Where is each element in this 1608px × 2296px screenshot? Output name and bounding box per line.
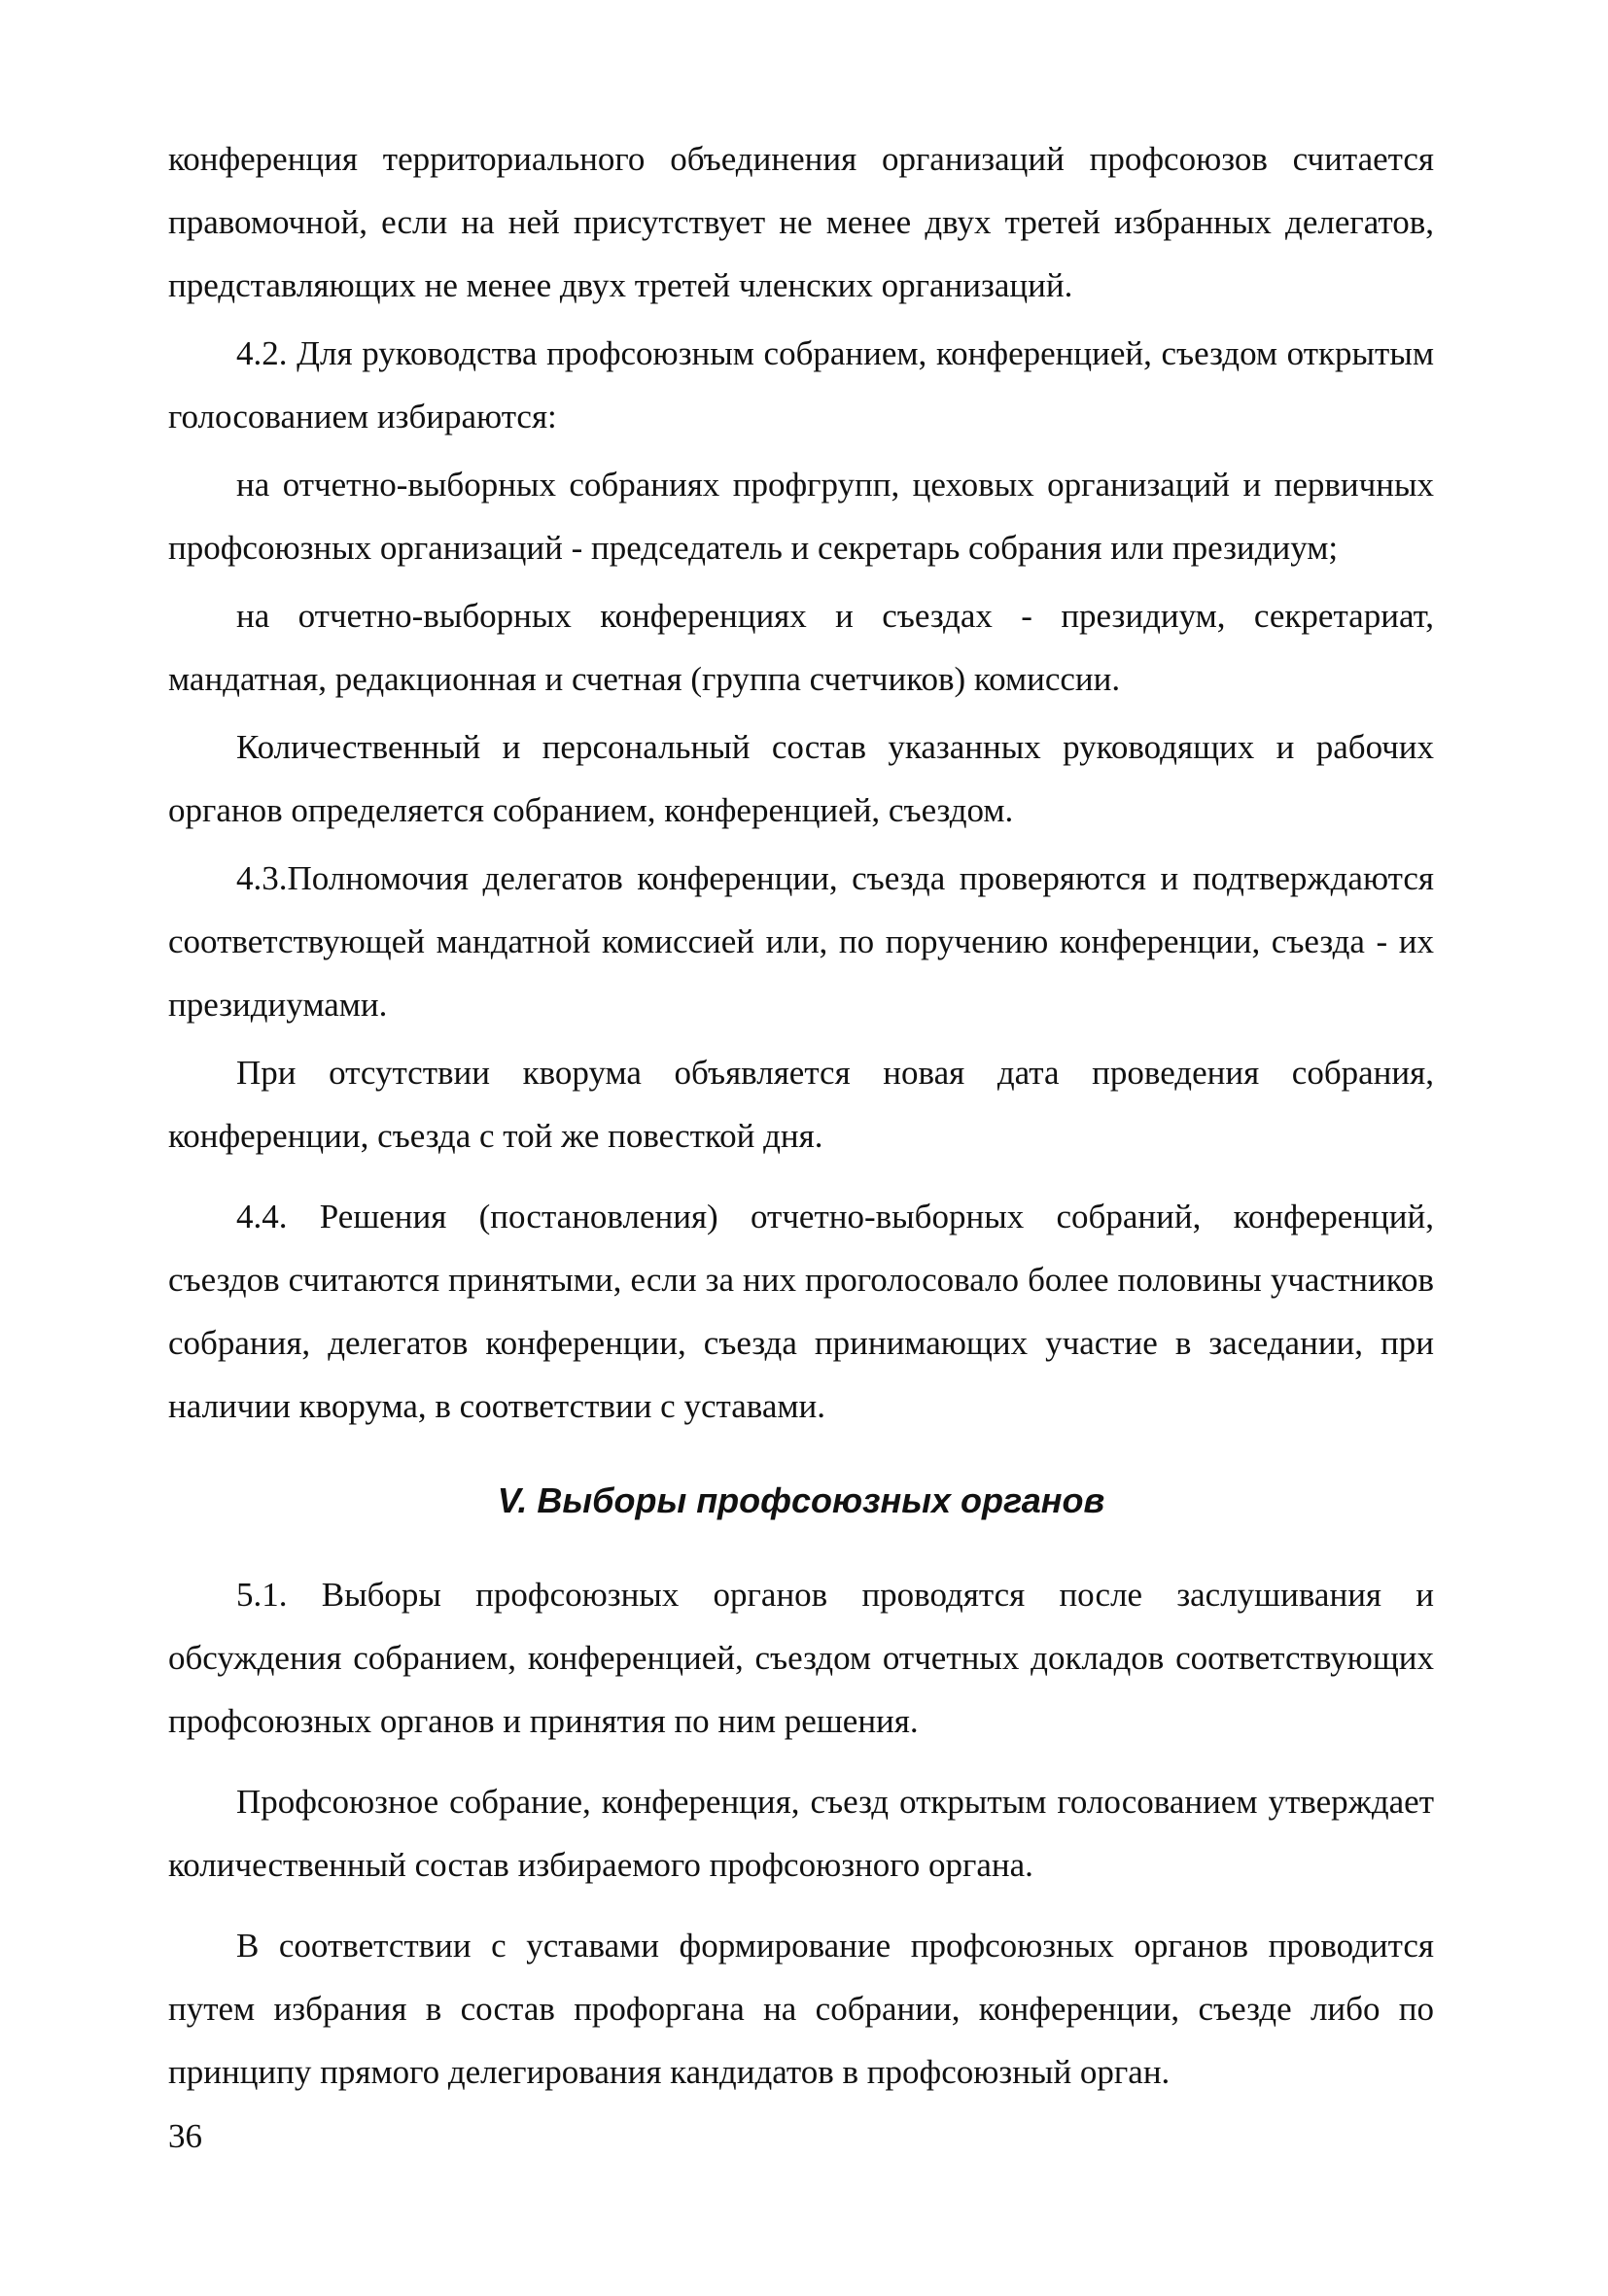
paragraph-4-2-conferences: на отчетно-выборных конференциях и съездах - президиум, секретариат, мандатная, редакционная и счетная (группа счетчиков) комиссии.	[168, 597, 1434, 698]
paragraph-no-quorum: При отсутствии кворума объявляется новая дата проведения собрания, конференции, съезда с той же повесткой дня.	[168, 1054, 1434, 1155]
page-number: 36	[168, 2117, 202, 2155]
paragraph-formation: В соответствии с уставами формирование профсоюзных органов проводится путем избрания в состав профоргана на собрании, конференции, съезде либо по принципу прямого делегирования кандидатов в профсоюзный орган.	[168, 1927, 1434, 2091]
paragraph-bodies-composition: Количественный и персональный состав указанных руководящих и рабочих органов определяется собранием, конференцией, съездом.	[168, 728, 1434, 829]
paragraph-4-2-meetings: на отчетно-выборных собраниях профгрупп, цеховых организаций и первичных профсоюзных организаций - председатель и секретарь собрания или президиум;	[168, 466, 1434, 567]
section-heading: V. Выборы профсоюзных органов	[497, 1480, 1105, 1520]
paragraph-4-4: 4.4. Решения (постановления) отчетно-выборных собраний, конференций, съездов считаются принятыми, если за них проголосовало более половины участников собрания, делегатов конференции, съезда принимающих участие в заседании, при наличии кворума, в соответствии с уставами.	[168, 1198, 1434, 1425]
paragraph-body-size: Профсоюзное собрание, конференция, съезд открытым голосованием утверждает количественный состав избираемого профсоюзного органа.	[168, 1783, 1434, 1884]
paragraph-quorum-territorial: конференция территориального объединения организаций профсоюзов считается правомочной, если на ней присутствует не менее двух третей избранных делегатов, представляющих не менее двух третей членских организаций.	[168, 140, 1434, 304]
paragraph-5-1: 5.1. Выборы профсоюзных органов проводятся после заслушивания и обсуждения собранием, конференцией, съездом отчетных докладов соответствующих профсоюзных органов и принятия по ним решения.	[168, 1576, 1434, 1740]
page-body	[168, 127, 1434, 2104]
paragraph-4-3: 4.3.Полномочия делегатов конференции, съезда проверяются и подтверждаются соответствующей мандатной комиссией или, по поручению конференции, съезда - их президиумами.	[168, 859, 1434, 1024]
paragraph-4-2: 4.2. Для руководства профсоюзным собранием, конференцией, съездом открытым голосованием избираются:	[168, 334, 1434, 435]
